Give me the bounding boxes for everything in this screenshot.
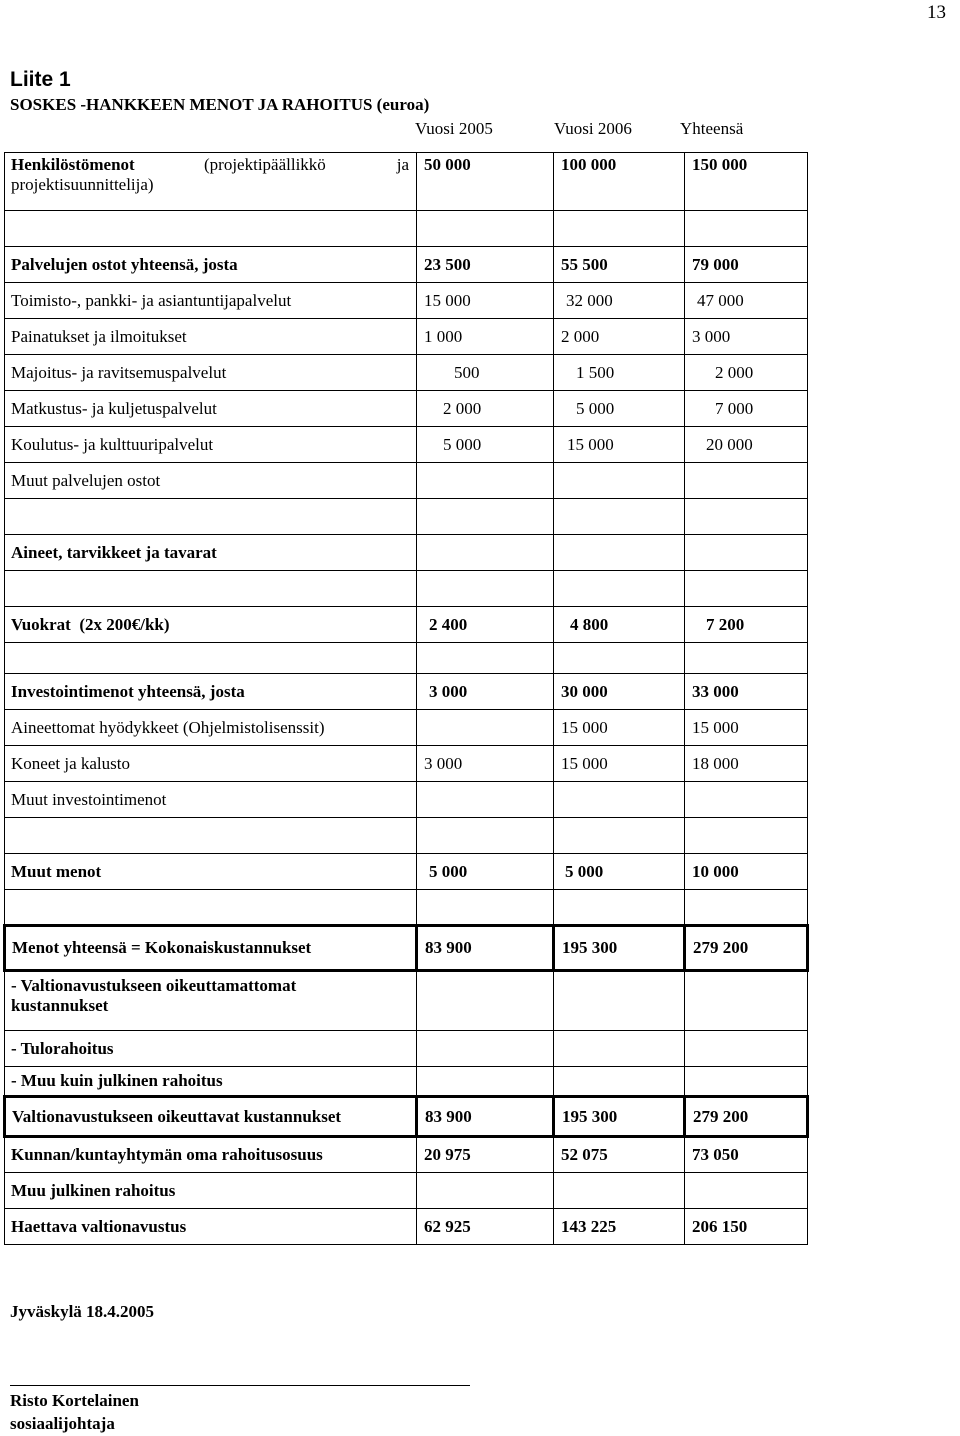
cell-2006: 5 000 [554, 854, 685, 890]
table-row [5, 746, 808, 782]
cell-2006: 15 000 [554, 427, 685, 463]
table-row [5, 283, 808, 319]
row-label: Koulutus- ja kulttuuripalvelut [5, 427, 417, 463]
row-label-part: - Valtionavustukseen oikeuttamattomat [11, 976, 297, 995]
row-label: - Muu kuin julkinen rahoitus [5, 1067, 417, 1097]
table-row [5, 710, 808, 746]
spacer-row [5, 571, 808, 607]
row-label: Muut menot [5, 854, 417, 890]
cell-total: 150 000 [685, 153, 808, 211]
table-row [5, 926, 808, 971]
row-label: Aineettomat hyödykkeet (Ohjelmistolisenssit) [5, 710, 417, 746]
row-label [5, 971, 417, 1031]
signer-title: sosiaalijohtaja [10, 1414, 115, 1433]
signer-name: Risto Kortelainen [10, 1391, 139, 1410]
cell-2005: 62 925 [417, 1209, 554, 1245]
spacer-row [5, 211, 808, 247]
table-row [5, 674, 808, 710]
row-label: Kunnan/kuntayhtymän oma rahoitusosuus [5, 1137, 417, 1173]
cell-total: 20 000 [685, 427, 808, 463]
cell-2005: 5 000 [417, 854, 554, 890]
cell-2006: 2 000 [554, 319, 685, 355]
spacer-row [5, 818, 808, 854]
cell-total: 18 000 [685, 746, 808, 782]
cell-total: 7 200 [685, 607, 808, 643]
cell-2006: 4 800 [554, 607, 685, 643]
row-label-part: (projektipäällikkö [204, 155, 326, 174]
column-header-total: Yhteensä [680, 119, 744, 138]
spacer-row [5, 643, 808, 674]
cell-2006: 195 300 [554, 926, 685, 971]
table-row [5, 1031, 808, 1067]
table-row [5, 535, 808, 571]
table-row [5, 153, 808, 211]
table-row [5, 319, 808, 355]
cell-2006: 5 000 [554, 391, 685, 427]
row-label-part: projektisuunnittelija) [11, 175, 154, 194]
cell-total: 73 050 [685, 1137, 808, 1173]
row-label: Vuokrat (2x 200€/kk) [5, 607, 417, 643]
spacer-row [5, 499, 808, 535]
table-row [5, 1067, 808, 1097]
cell-2006: 143 225 [554, 1209, 685, 1245]
column-header-2006: Vuosi 2006 [554, 119, 632, 138]
cell-2005: 23 500 [417, 247, 554, 283]
cell-2005: 5 000 [417, 427, 554, 463]
cell-2005: 2 000 [417, 391, 554, 427]
row-label: Muu julkinen rahoitus [5, 1173, 417, 1209]
cell-2005: 83 900 [417, 926, 554, 971]
budget-table [3, 152, 809, 1245]
place-and-date: Jyväskylä 18.4.2005 [10, 1302, 155, 1321]
cell-2006: 100 000 [554, 153, 685, 211]
table-row [5, 1173, 808, 1209]
cell-total: 279 200 [685, 926, 808, 971]
cell-2006: 32 000 [554, 283, 685, 319]
cell-total: 10 000 [685, 854, 808, 890]
table-row [5, 607, 808, 643]
row-label: Painatukset ja ilmoitukset [5, 319, 417, 355]
cell-2005: 3 000 [417, 674, 554, 710]
cell-total: 79 000 [685, 247, 808, 283]
row-label: Menot yhteensä = Kokonaiskustannukset [5, 926, 417, 971]
cell-2005: 83 900 [417, 1097, 554, 1137]
cell-2006: 52 075 [554, 1137, 685, 1173]
document-title: SOSKES -HANKKEEN MENOT JA RAHOITUS (euroa) [10, 95, 430, 114]
spacer-row [5, 890, 808, 926]
cell-2005: 15 000 [417, 283, 554, 319]
table-row [5, 427, 808, 463]
table-row [5, 247, 808, 283]
cell-2006: 15 000 [554, 746, 685, 782]
cell-2005: 2 400 [417, 607, 554, 643]
cell-2005: 500 [417, 355, 554, 391]
signature-line [10, 1385, 470, 1386]
cell-total: 2 000 [685, 355, 808, 391]
row-label: Matkustus- ja kuljetuspalvelut [5, 391, 417, 427]
cell-2005: 1 000 [417, 319, 554, 355]
row-label: Koneet ja kalusto [5, 746, 417, 782]
table-row [5, 391, 808, 427]
cell-2006: 195 300 [554, 1097, 685, 1137]
row-label: Toimisto-, pankki- ja asiantuntijapalvelut [5, 283, 417, 319]
cell-total: 206 150 [685, 1209, 808, 1245]
row-label-part: kustannukset [11, 996, 109, 1015]
cell-2006: 15 000 [554, 710, 685, 746]
row-label [5, 153, 417, 211]
row-label: - Tulorahoitus [5, 1031, 417, 1067]
table-row [5, 971, 808, 1031]
cell-total: 7 000 [685, 391, 808, 427]
cell-2005: 50 000 [417, 153, 554, 211]
cell-total: 47 000 [685, 283, 808, 319]
table-row [5, 1137, 808, 1173]
cell-2005 [417, 710, 554, 746]
row-label-part: ja [396, 155, 409, 174]
row-label: Haettava valtionavustus [5, 1209, 417, 1245]
row-label: Aineet, tarvikkeet ja tavarat [5, 535, 417, 571]
cell-2005: 20 975 [417, 1137, 554, 1173]
table-row [5, 854, 808, 890]
row-label: Muut palvelujen ostot [5, 463, 417, 499]
row-label: Majoitus- ja ravitsemuspalvelut [5, 355, 417, 391]
table-row [5, 463, 808, 499]
cell-2006: 30 000 [554, 674, 685, 710]
row-label: Valtionavustukseen oikeuttavat kustannukset [5, 1097, 417, 1137]
table-row [5, 355, 808, 391]
page-number: 13 [927, 2, 946, 23]
cell-2006: 1 500 [554, 355, 685, 391]
cell-total: 33 000 [685, 674, 808, 710]
row-label-part: Henkilöstömenot [11, 155, 135, 174]
cell-2005: 3 000 [417, 746, 554, 782]
cell-total: 279 200 [685, 1097, 808, 1137]
row-label: Investointimenot yhteensä, josta [5, 674, 417, 710]
table-row [5, 1097, 808, 1137]
cell-2006: 55 500 [554, 247, 685, 283]
cell-total: 15 000 [685, 710, 808, 746]
appendix-heading: Liite 1 [10, 68, 71, 91]
row-label: Palvelujen ostot yhteensä, josta [5, 247, 417, 283]
table-row [5, 782, 808, 818]
table-row [5, 1209, 808, 1245]
cell-total: 3 000 [685, 319, 808, 355]
column-header-2005: Vuosi 2005 [415, 119, 493, 138]
row-label: Muut investointimenot [5, 782, 417, 818]
